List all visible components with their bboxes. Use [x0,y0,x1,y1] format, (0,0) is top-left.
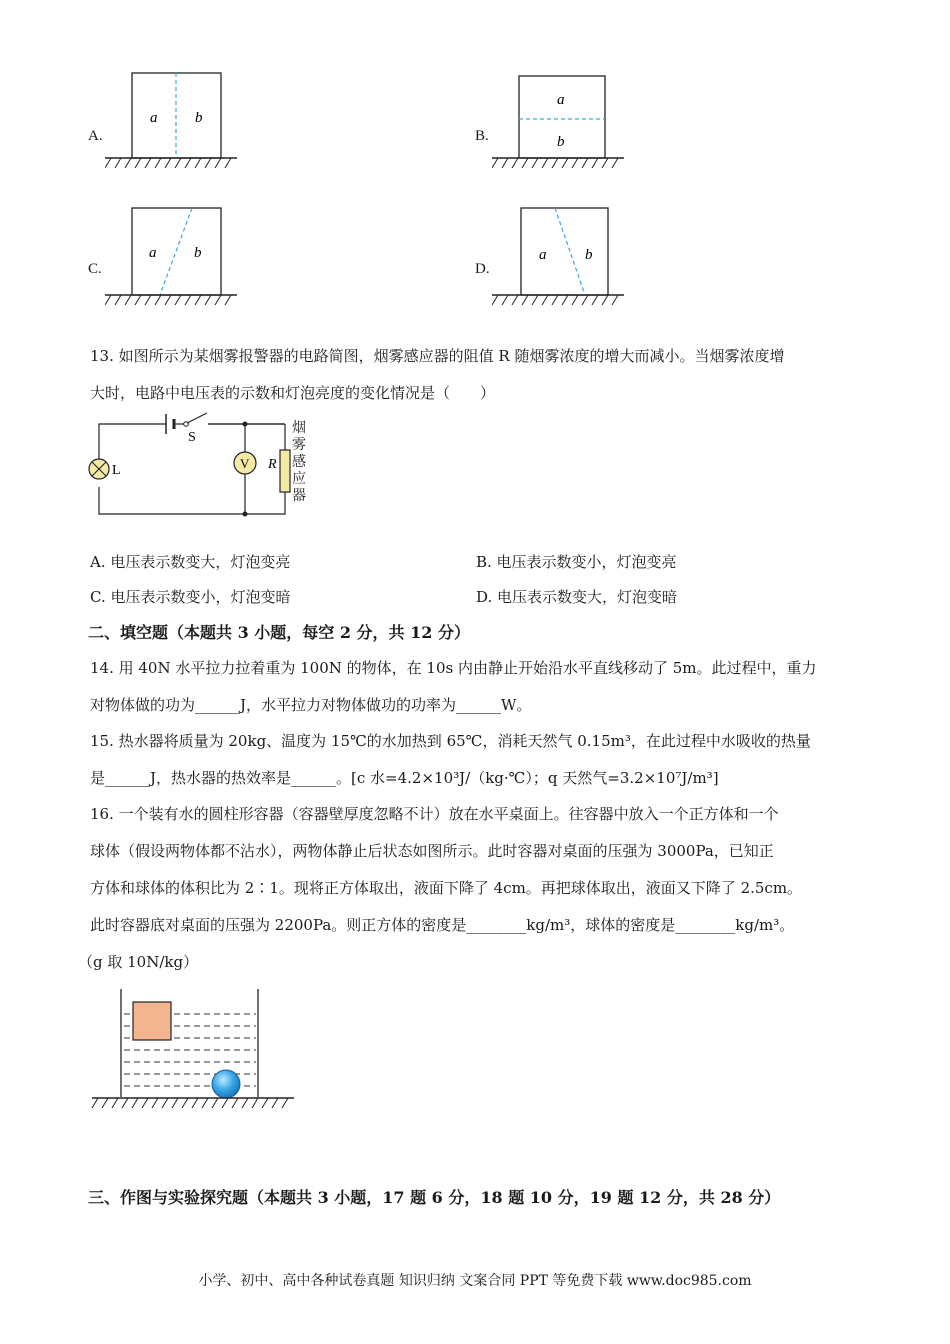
q13-option-c: C. 电压表示数变小，灯泡变暗 [90,588,291,606]
part-b-label: b [585,247,593,263]
q14-text-line2: 对物体做的功为______J，水平拉力对物体做功的功率为______W。 [90,696,532,714]
part-a-label: a [150,110,158,126]
block-figure-d [492,205,627,305]
resistor-label: R [268,457,277,472]
section-2-heading: 二、填空题（本题共 3 小题，每空 2 分，共 12 分） [88,623,470,642]
q16-text-line4: 此时容器底对桌面的压强为 2200Pa。则正方体的密度是________kg/m³，球体的密度是________kg/m³。 [90,916,795,934]
q16-text-line2: 球体（假设两物体都不沾水），两物体静止后状态如图所示。此时容器对桌面的压强为 3000Pa，已知正 [90,842,774,860]
part-a-label: a [557,92,565,108]
q14-text-line1: 14. 用 40N 水平拉力拉着重为 100N 的物体，在 10s 内由静止开始沿水平直线移动了 5m。此过程中，重力 [90,659,817,677]
part-a-label: a [149,245,157,261]
q13-text-line1: 13. 如图所示为某烟雾报警器的电路简图，烟雾感应器的阻值 R 随烟雾浓度的增大而减小。当烟雾浓度增 [90,347,785,365]
lamp-icon [89,459,109,479]
block-figure-a [105,70,240,170]
sensor-resistor-icon [280,450,290,492]
section-3-heading: 三、作图与实验探究题（本题共 3 小题，17 题 6 分，18 题 10 分，19 题 12 分，共 28 分） [88,1188,781,1207]
part-b-label: b [195,110,203,126]
option-a-label: A. [88,128,103,144]
part-a-label: a [539,247,547,263]
water-container-figure [88,984,298,1119]
q16-text-line1: 16. 一个装有水的圆柱形容器（容器壁厚度忽略不计）放在水平桌面上。往容器中放入一个正方体和一个 [90,805,779,823]
smoke-alarm-circuit-diagram [84,412,324,522]
part-b-label: b [194,245,202,261]
page-footer: 小学、初中、高中各种试卷真题 知识归纳 文案合同 PPT 等免费下载 www.doc985.com [198,1273,752,1289]
ball-sphere [212,1070,240,1098]
q15-text-line2: 是______J，热水器的热效率是______。[c 水=4.2×10³J/（kg·℃）；q 天然气=3.2×10⁷J/m³] [90,769,719,787]
cube-block [133,1002,171,1040]
lamp-label: L [112,463,121,478]
switch-icon [184,413,207,426]
option-b-label: B. [475,128,489,144]
q13-option-d: D. 电压表示数变大，灯泡变暗 [476,588,678,606]
block-figure-c [105,205,240,305]
q16-text-line3: 方体和球体的体积比为 2∶1。现将正方体取出，液面下降了 4cm。再把球体取出，液面又下降了 2.5cm。 [90,879,803,897]
part-b-label: b [557,134,565,150]
voltmeter-label: V [240,456,250,471]
q13-text-line2: 大时，电路中电压表的示数和灯泡亮度的变化情况是（ ） [90,384,496,402]
option-c-label: C. [88,261,102,277]
q16-text-line5: （g 取 10N/kg） [78,953,199,971]
option-d-label: D. [475,261,490,277]
switch-label: S [188,430,196,445]
q13-option-b: B. 电压表示数变小，灯泡变亮 [476,553,677,571]
sensor-label: 烟雾感应器 [292,420,306,504]
q13-option-a: A. 电压表示数变大，灯泡变亮 [90,553,291,571]
block-figure-b [492,73,627,170]
battery-icon [166,414,174,434]
q15-text-line1: 15. 热水器将质量为 20kg、温度为 15℃的水加热到 65℃，消耗天然气 0.15m³，在此过程中水吸收的热量 [90,732,811,750]
